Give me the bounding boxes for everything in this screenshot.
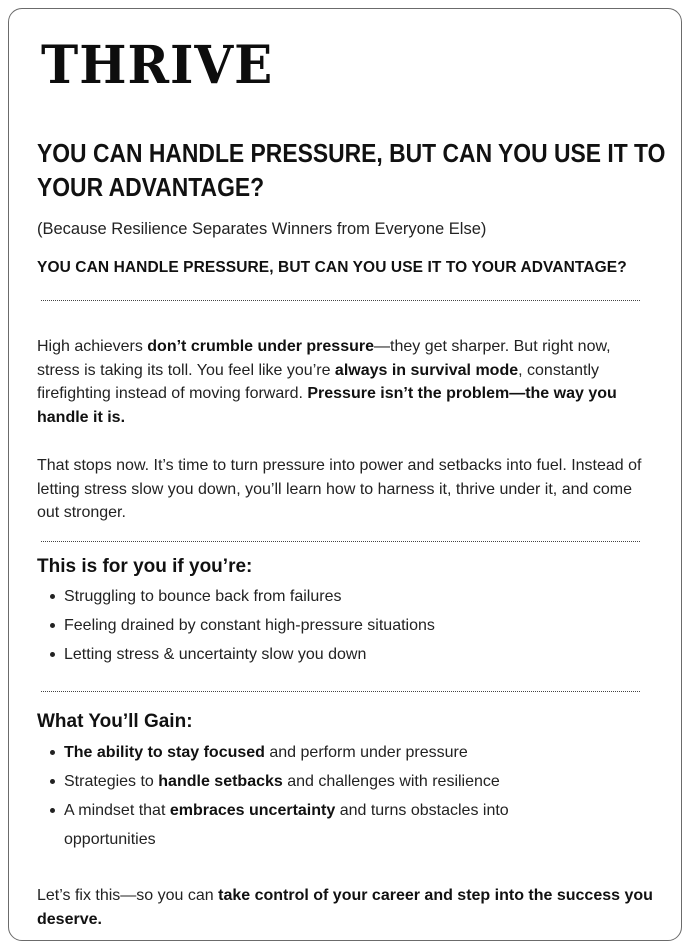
divider <box>41 300 640 301</box>
brand-logo: THRIVE <box>41 33 274 96</box>
divider <box>41 541 640 542</box>
emphasis: Pressure isn’t the problem—the way you handle it is. <box>37 385 617 426</box>
page-headline: YOU CAN HANDLE PRESSURE, BUT CAN YOU USE IT TO YOUR ADVANTAGE? <box>37 138 666 202</box>
emphasis: embraces uncertainty <box>169 802 336 819</box>
text: A mindset that <box>64 802 170 819</box>
text: Strategies to <box>64 773 159 790</box>
list-item <box>37 796 582 854</box>
text: High achievers <box>37 338 148 355</box>
closing-paragraph <box>37 884 657 931</box>
list-item: Feeling drained by constant high-pressure situations <box>37 611 657 640</box>
text: and turns obstacles into opportunities <box>64 802 509 848</box>
emphasis: take control of your career and step into the success you deserve. <box>37 887 653 928</box>
text: Let’s fix this—so you can <box>37 887 219 904</box>
gain-title: What You’ll Gain: <box>37 711 193 732</box>
intro-paragraph-2: That stops now. It’s time to turn pressure into power and setbacks into fuel. Instead of letting stress slow you down, you’ll learn how to harness it, thrive under it, and come out stronger. <box>37 457 642 521</box>
text: —they get sharper. But right now, stress is taking its toll. You feel like you’re <box>37 338 611 379</box>
secondary-headline: YOU CAN HANDLE PRESSURE, BUT CAN YOU USE IT TO YOUR ADVANTAGE? <box>37 259 627 276</box>
emphasis: don’t crumble under pressure <box>147 338 374 355</box>
list-item: Struggling to bounce back from failures <box>37 582 657 611</box>
emphasis: always in survival mode <box>334 361 519 379</box>
gain-list <box>37 738 582 854</box>
list-item: Letting stress & uncertainty slow you down <box>37 640 657 669</box>
text: and challenges with resilience <box>282 773 500 790</box>
list-item <box>37 767 582 796</box>
for-you-list <box>37 582 657 669</box>
text: , constantly firefighting instead of moving forward. <box>37 361 600 402</box>
for-you-title: This is for you if you’re: <box>37 556 253 577</box>
intro-paragraph-1 <box>37 335 657 429</box>
list-item <box>37 738 582 767</box>
text: and perform under pressure <box>264 744 468 761</box>
emphasis: handle setbacks <box>158 773 283 790</box>
divider <box>41 691 640 692</box>
page-subtitle: (Because Resilience Separates Winners from Everyone Else) <box>37 220 487 238</box>
emphasis: The ability to stay focused <box>64 744 265 761</box>
